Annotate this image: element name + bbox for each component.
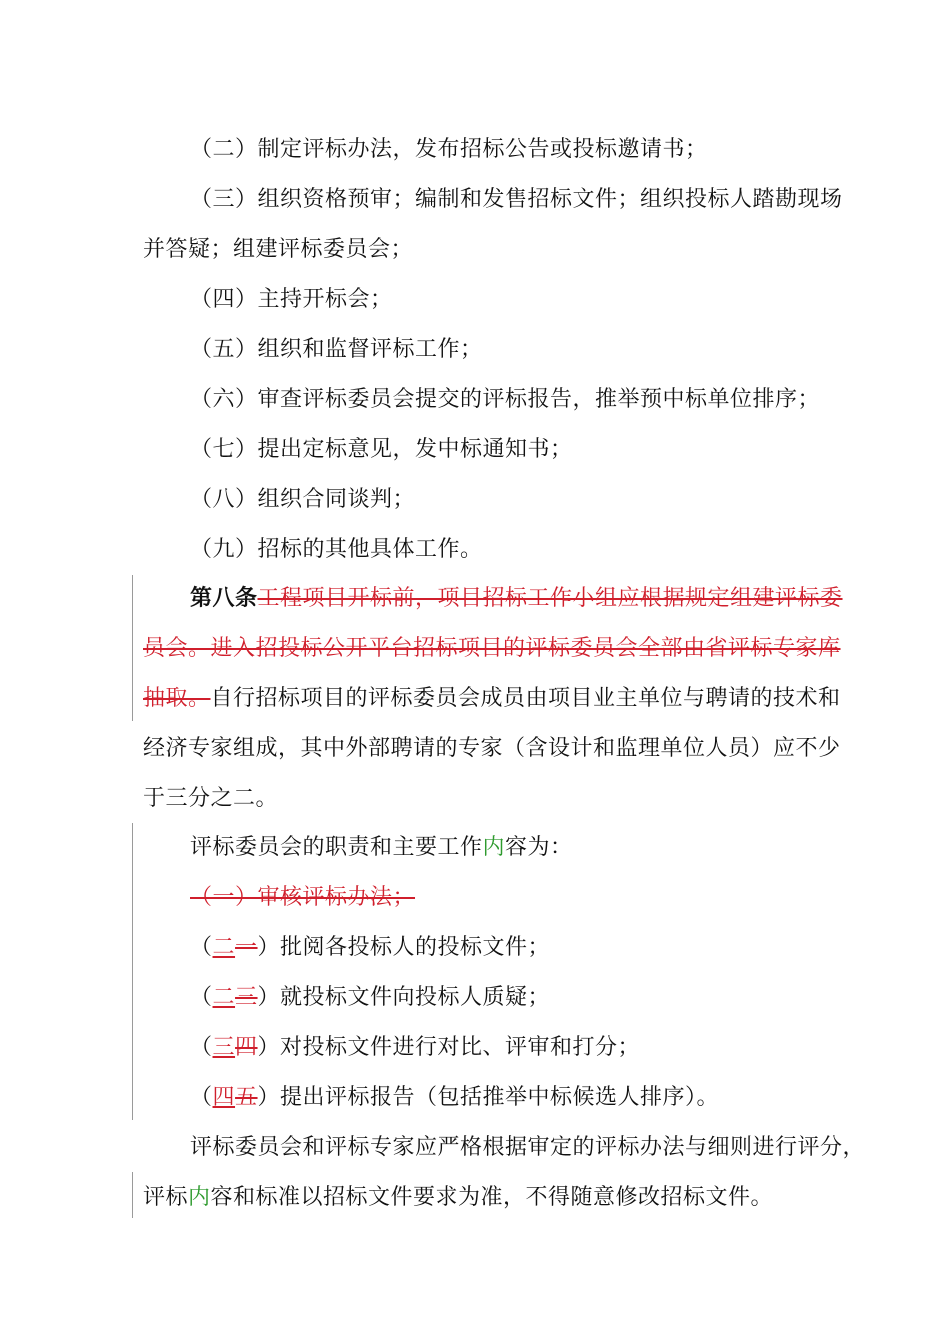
list-item-3: （三）组织资格预审；编制和发售招标文件；组织投标人踏勘现场	[190, 187, 843, 212]
duty-item-text: ）就投标文件向投标人质疑；	[257, 985, 551, 1010]
highlighted-char: 内	[188, 1185, 211, 1210]
article-8-heading: 第八条	[190, 586, 258, 611]
duty-item-deleted	[190, 883, 415, 913]
duty-item-text: ）提出评标报告（包括推举中标候选人排序）。	[257, 1085, 720, 1110]
closing-line-2	[143, 1183, 773, 1213]
deleted-number: 三	[235, 985, 258, 1010]
deleted-text: 工程项目开标前，项目招标工作小组应根据规定组建评标委	[257, 586, 843, 611]
bracket: （	[190, 1035, 213, 1060]
deleted-text: 员会。进入招投标公开平台招标项目的评标委员会全部由省评标专家库	[143, 636, 841, 661]
article-8-line-1	[190, 584, 843, 614]
duties-intro	[190, 833, 573, 863]
duties-intro-text: 容为：	[505, 835, 573, 860]
article-8-line-2	[143, 634, 841, 664]
deleted-number: 五	[235, 1085, 258, 1110]
revision-change-bar	[132, 1172, 133, 1218]
inserted-number: 四	[212, 1085, 236, 1110]
list-item-2: （二）制定评标办法，发布招标公告或投标邀请书；	[190, 137, 708, 162]
bracket: （	[190, 1085, 213, 1110]
list-item-3-continued: 并答疑；组建评标委员会；	[143, 237, 414, 262]
closing-text: 评标	[143, 1185, 189, 1210]
duty-item	[190, 933, 550, 963]
revision-change-bar	[132, 823, 133, 1120]
article-8-line-4: 经济专家组成，其中外部聘请的专家（含设计和监理单位人员）应不少	[143, 736, 841, 761]
duty-item-text: ）批阅各投标人的投标文件；	[257, 935, 551, 960]
list-item-7: （七）提出定标意见，发中标通知书；	[190, 437, 573, 462]
duty-item	[190, 1083, 719, 1113]
closing-line-1: 评标委员会和评标专家应严格根据审定的评标办法与细则进行评分，	[190, 1135, 866, 1160]
revision-change-bar	[132, 575, 133, 721]
list-item-9: （九）招标的其他具体工作。	[190, 537, 483, 562]
inserted-number: 二	[212, 985, 236, 1010]
article-8-text: 自行招标项目的评标委员会成员由项目业主单位与聘请的技术和	[210, 686, 841, 711]
deleted-text: （一）审核评标办法；	[190, 885, 416, 910]
list-item-4: （四）主持开标会；	[190, 287, 393, 312]
deleted-number: 一	[235, 935, 258, 960]
bracket: （	[190, 985, 213, 1010]
duty-item	[190, 1033, 640, 1063]
list-item-6: （六）审查评标委员会提交的评标报告，推举预中标单位排序；	[190, 387, 821, 412]
list-item-5: （五）组织和监督评标工作；	[190, 337, 483, 362]
duty-item	[190, 983, 550, 1013]
list-item-8: （八）组织合同谈判；	[190, 487, 416, 512]
article-8-line-5: 于三分之二。	[143, 786, 279, 811]
highlighted-char: 内	[482, 835, 506, 860]
duty-item-text: ）对投标文件进行对比、评审和打分；	[257, 1035, 641, 1060]
deleted-text: 抽取。	[143, 686, 211, 711]
duties-intro-text: 评标委员会的职责和主要工作	[190, 835, 483, 860]
closing-text: 容和标准以招标文件要求为准，不得随意修改招标文件。	[210, 1185, 774, 1210]
article-8-line-3	[143, 684, 841, 714]
inserted-number: 二	[212, 935, 236, 960]
bracket: （	[190, 935, 213, 960]
inserted-number: 三	[212, 1035, 236, 1060]
deleted-number: 四	[235, 1035, 258, 1060]
